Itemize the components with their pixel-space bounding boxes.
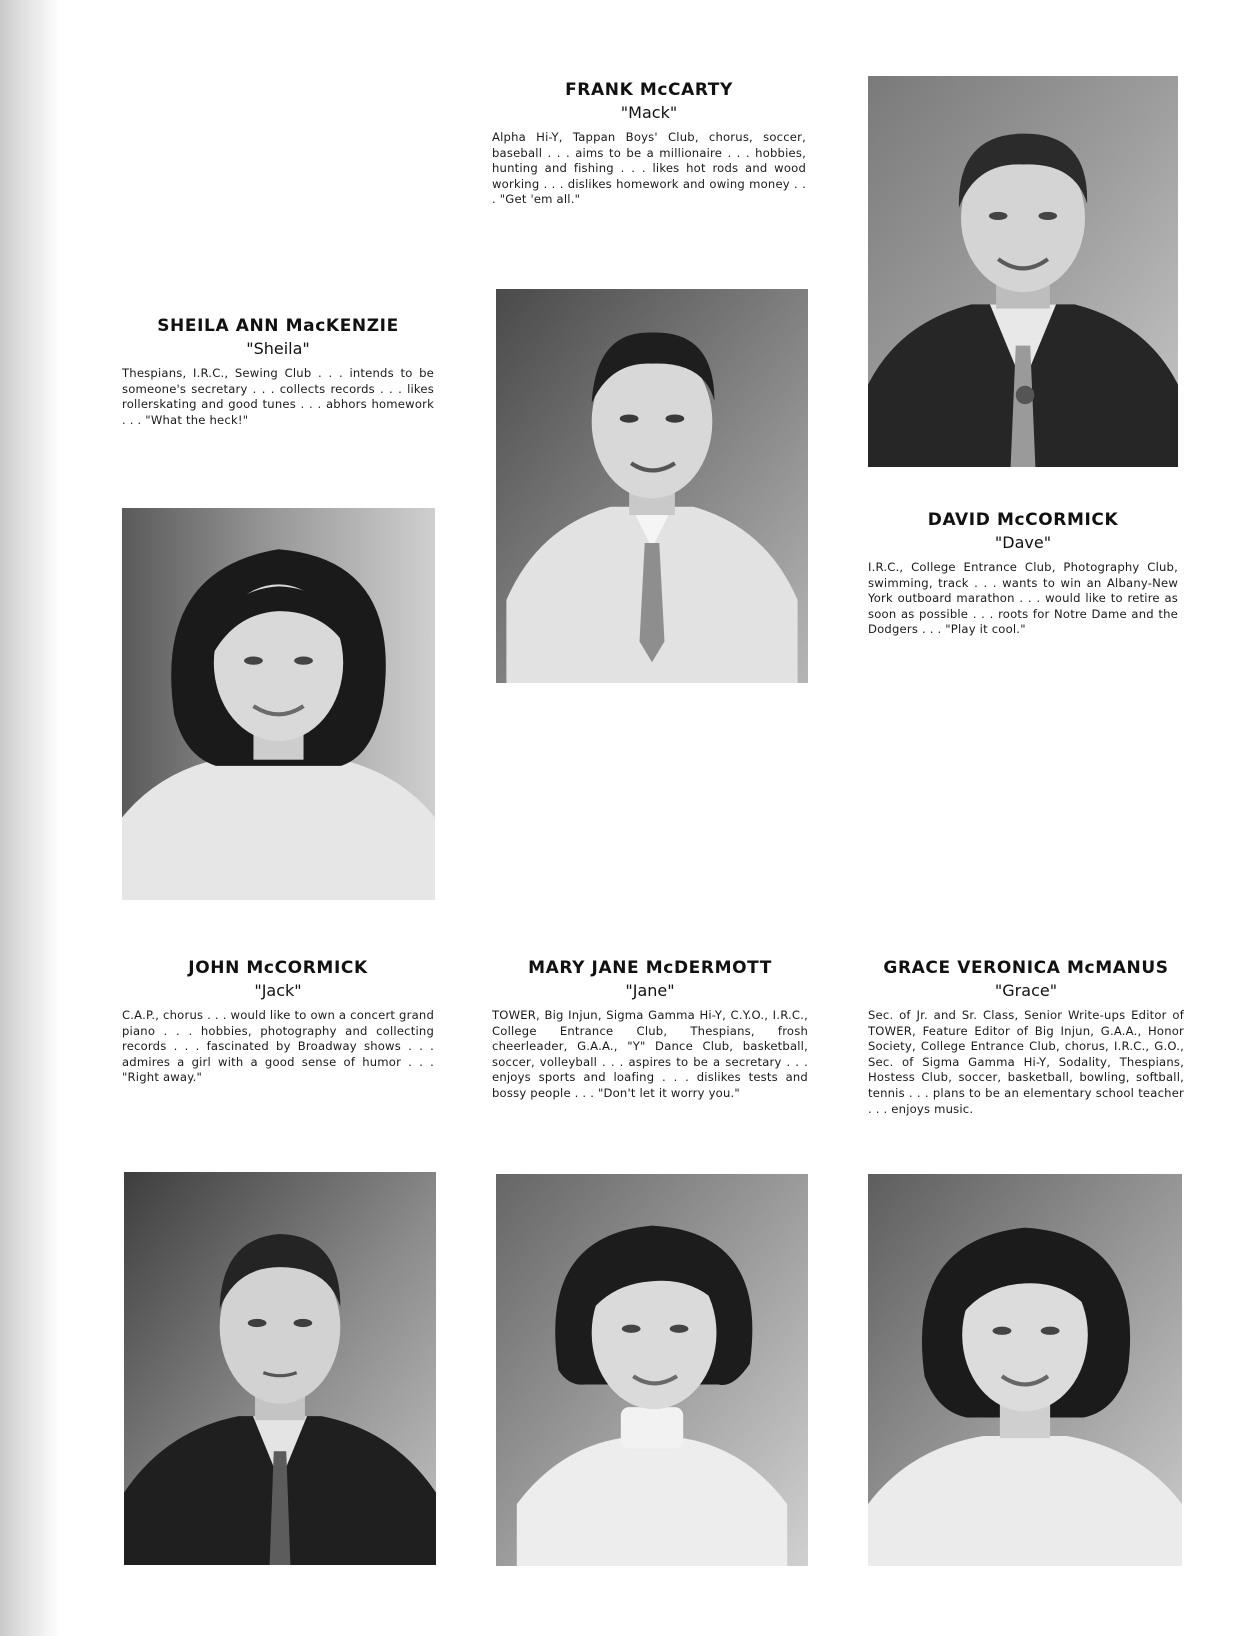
entry-grace-veronica-mcmanus	[868, 958, 1184, 1117]
portrait-david-mccormick	[868, 76, 1178, 467]
student-nickname: "Mack"	[620, 103, 678, 122]
student-name: JOHN McCORMICK	[188, 958, 368, 978]
entry-frank-mccarty	[492, 80, 806, 208]
student-nickname: "Jane"	[625, 981, 675, 1000]
portrait-grace-veronica-mcmanus	[868, 1174, 1182, 1566]
page-binding-edge	[0, 0, 58, 1636]
portrait-john-mccormick	[124, 1172, 436, 1565]
entry-mary-jane-mcdermott	[492, 958, 808, 1102]
student-nickname: "Sheila"	[246, 339, 310, 358]
entry-sheila-ann-mackenzie	[122, 316, 434, 428]
student-name: GRACE VERONICA McMANUS	[883, 958, 1169, 978]
student-blurb: TOWER, Big Injun, Sigma Gamma Hi-Y, C.Y.O., I.R.C., College Entrance Club, Thespians, frosh cheerleader, G.A.A., "Y" Dance Club, basketball, soccer, volleyball . . . aspires to be a secretary . . . enjoys sports and loafing . . . dislikes tests and bossy people . . . "Don't let it worry you."	[492, 1008, 808, 1100]
portrait-sheila-ann-mackenzie	[122, 508, 435, 900]
student-nickname: "Grace"	[994, 981, 1058, 1000]
student-name: MARY JANE McDERMOTT	[528, 958, 772, 978]
student-blurb: Alpha Hi-Y, Tappan Boys' Club, chorus, soccer, baseball . . . aims to be a millionaire . . . hobbies, hunting and fishing . . . likes hot rods and wood working . . . dislikes homework and owing money . . . "Get 'em all."	[492, 130, 806, 207]
entry-john-mccormick	[122, 958, 434, 1086]
student-blurb: Thespians, I.R.C., Sewing Club . . . intends to be someone's secretary . . . collects records . . . likes rollerskating and good tunes . . . abhors homework . . . "What the heck!"	[122, 366, 434, 427]
portrait-frank-mccarty	[496, 289, 808, 683]
student-blurb: Sec. of Jr. and Sr. Class, Senior Write-ups Editor of TOWER, Feature Editor of Big Injun, G.A.A., Honor Society, College Entrance Club, chorus, I.R.C., G.O., Sec. of Sigma Gamma Hi-Y, Sodality, Thespians, Hostess Club, soccer, basketball, bowling, softball, tennis . . . plans to be an elementary school teacher . . . enjoys music.	[868, 1008, 1184, 1116]
student-blurb: I.R.C., College Entrance Club, Photography Club, swimming, track . . . wants to win an Albany-New York outboard marathon . . . would like to retire as soon as possible . . . roots for Notre Dame and the Dodgers . . . "Play it cool."	[868, 560, 1178, 637]
student-name: FRANK McCARTY	[565, 80, 733, 100]
student-blurb: C.A.P., chorus . . . would like to own a concert grand piano . . . hobbies, photography and collecting records . . . fascinated by Broadway shows . . . admires a girl with a good sense of humor . . . "Right away."	[122, 1008, 434, 1085]
student-nickname: "Jack"	[254, 981, 302, 1000]
entry-david-mccormick	[868, 510, 1178, 638]
student-nickname: "Dave"	[994, 533, 1052, 552]
portrait-mary-jane-mcdermott	[496, 1174, 808, 1566]
student-name: DAVID McCORMICK	[927, 510, 1119, 530]
student-name: SHEILA ANN MacKENZIE	[157, 316, 399, 336]
